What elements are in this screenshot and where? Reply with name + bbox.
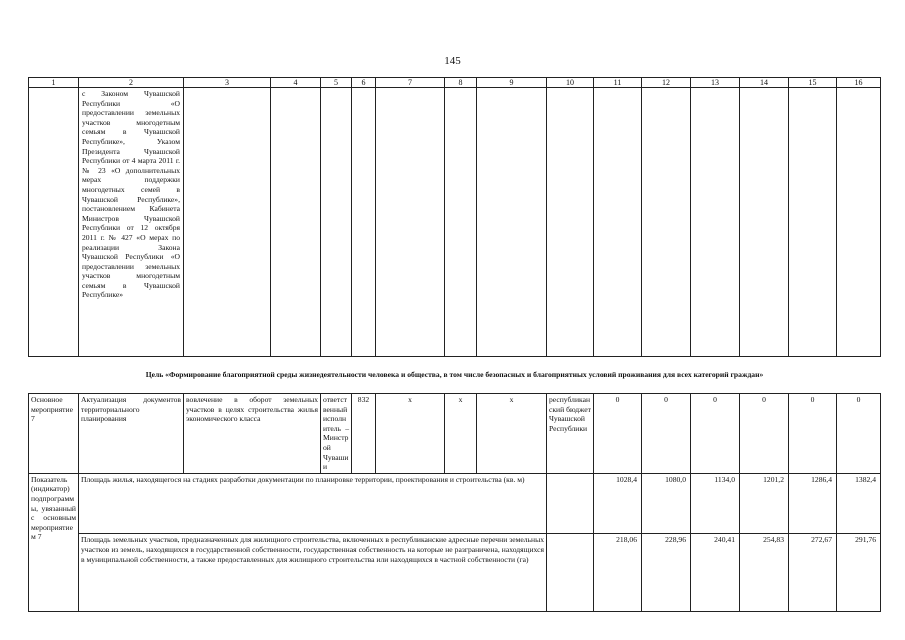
program-table [28,77,881,612]
budget-code: 832 [352,394,376,474]
empty-cell [594,88,642,357]
indicator-label: Показатель (индикатор) подпрограммы, увязанный с основным мероприятием 7 [29,473,79,612]
column-number: 7 [376,78,445,88]
measure-value: 0 [740,394,789,474]
measure-col7: х [445,394,477,474]
empty-cell [445,88,477,357]
empty-cell [691,88,740,357]
indicator-value: 1286,4 [789,473,837,534]
measure-row [29,394,881,474]
column-number: 13 [691,78,740,88]
column-number: 11 [594,78,642,88]
measure-description: вовлечение в оборот земельных участков в целях строительства жилья экономического класса [184,394,321,474]
empty-cell [547,88,594,357]
indicator-value: 228,96 [642,534,691,612]
empty-cell [321,88,352,357]
empty-cell [642,88,691,357]
measure-value: 0 [691,394,740,474]
indicator-value: 1080,0 [642,473,691,534]
column-number: 6 [352,78,376,88]
empty-cell [184,88,271,357]
law-reference-row [29,88,881,357]
goal-row [29,357,881,394]
indicator-value: 1382,4 [837,473,881,534]
column-number: 1 [29,78,79,88]
page-number: 145 [444,55,461,67]
funding-source: республиканский бюджет Чувашской Республики [547,394,594,474]
column-number: 3 [184,78,271,88]
indicator-text: Площадь жилья, находящегося на стадиях разработки документации по планировке территории, проектирования и строительства (кв. м) [79,473,547,534]
indicator-value: 272,67 [789,534,837,612]
column-number: 12 [642,78,691,88]
column-number: 8 [445,78,477,88]
column-number: 16 [837,78,881,88]
column-number: 2 [79,78,184,88]
empty-cell [547,473,594,534]
indicator-value: 291,76 [837,534,881,612]
empty-cell [352,88,376,357]
indicator-row [29,534,881,612]
measure-value: 0 [642,394,691,474]
measure-col8: х [477,394,547,474]
goal-heading: Цель «Формирование благоприятной среды жизнедеятельности человека и общества, в том числе безопасных и благоприятных условий проживания для всех категорий граждан» [29,357,881,394]
indicator-text: Площадь земельных участков, предназначенных для жилищного строительства, включенных в республиканские адресные перечни земельных участков из земель, находящихся в государственной собственности, государственная собственность на которые не разграничена, находящихся в муниципальной собственности, а также предоставленных для жилищного строительства или находящихся в частной собственности (га) [79,534,547,612]
empty-cell [547,534,594,612]
measure-value: 0 [594,394,642,474]
empty-cell [789,88,837,357]
column-number: 10 [547,78,594,88]
indicator-value: 1201,2 [740,473,789,534]
indicator-value: 1134,0 [691,473,740,534]
indicator-row [29,473,881,534]
indicator-value: 218,06 [594,534,642,612]
law-reference-text: с Законом Чувашской Республики «О предоставлении земельных участков многодетным семьям в Чувашской Республике», Указом Президента Чувашской Республики от 4 марта 2011 г. № 23 «О дополнительных мерах поддержки многодетных семей в Чувашской Республике», постановлением Кабинета Министров Чувашской Республики от 12 октября 2011 г. № 427 «О мерах по реализации Закона Чувашской Республики «О предоставлении земельных участков многодетным семьям в Чувашской Республике» [79,88,184,357]
measure-name: Основное мероприятие 7 [29,394,79,474]
indicator-value: 1028,4 [594,473,642,534]
empty-cell [29,88,79,357]
column-number: 15 [789,78,837,88]
indicator-value: 254,83 [740,534,789,612]
column-number: 9 [477,78,547,88]
column-number: 14 [740,78,789,88]
measure-title: Актуализация документов территориального планирования [79,394,184,474]
column-number-row [29,78,881,88]
column-number: 4 [271,78,321,88]
measure-executor: ответственный исполнитель – Минстрой Чувашии [321,394,352,474]
empty-cell [376,88,445,357]
column-number: 5 [321,78,352,88]
empty-cell [477,88,547,357]
indicator-value: 240,41 [691,534,740,612]
empty-cell [740,88,789,357]
empty-cell [837,88,881,357]
empty-cell [271,88,321,357]
measure-col6: х [376,394,445,474]
measure-value: 0 [789,394,837,474]
measure-value: 0 [837,394,881,474]
